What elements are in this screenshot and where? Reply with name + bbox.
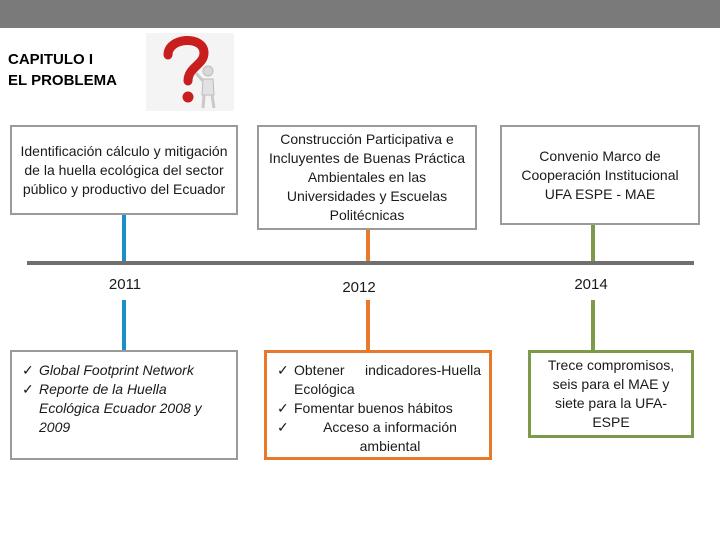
detail-item: ✓ Obtener indicadores-Huella Ecológica [277,361,481,399]
event-description-box-2011 [10,125,238,215]
detail-item: ✓ Fomentar buenos hábitos [277,399,481,418]
year-label-2012: 2012 [342,279,376,296]
detail-item: ✓ Acceso a información ambiental [277,418,481,456]
connector-line-2011-bottom [122,300,126,350]
page-title [8,49,117,91]
timeline-axis [27,261,694,265]
event-details-box-2011 [10,350,238,460]
title-line-2: EL PROBLEMA [8,72,117,89]
connector-line-2012-bottom [366,300,370,350]
top-bar [0,0,720,28]
event-description-box-2014 [500,125,700,225]
event-description-box-2012 [257,125,477,230]
detail-item: ✓ Reporte de la Huella Ecológica Ecuador 2008 y 2009 [22,380,226,437]
connector-line-2011-top [122,215,126,261]
connector-line-2014-bottom [591,300,595,350]
event-details-box-2012 [264,350,492,460]
event-details-box-2014 [528,350,694,438]
connector-line-2014-top [591,225,595,261]
question-mark-figure-icon [146,33,234,111]
year-label-2014: 2014 [574,276,608,293]
event-description-text: Construcción Participativa e Incluyentes de Buenas Práctica Ambientales en las Universidades y Escuelas Politécnicas [268,131,466,223]
event-description-text: Convenio Marco de Cooperación Institucional UFA ESPE - MAE [521,147,679,202]
year-label-2011: 2011 [108,276,142,293]
event-description-text: Identificación cálculo y mitigación de la huella ecológica del sector público y productivo del Ecuador [20,142,228,197]
event-details-list [277,361,481,456]
event-details-text: Trece compromisos, seis para el MAE y siete para la UFA-ESPE [547,357,675,430]
title-line-1: CAPITULO I [8,51,93,68]
detail-item: ✓ Global Footprint Network [22,361,226,380]
connector-line-2012-top [366,230,370,261]
event-details-list [22,361,226,437]
